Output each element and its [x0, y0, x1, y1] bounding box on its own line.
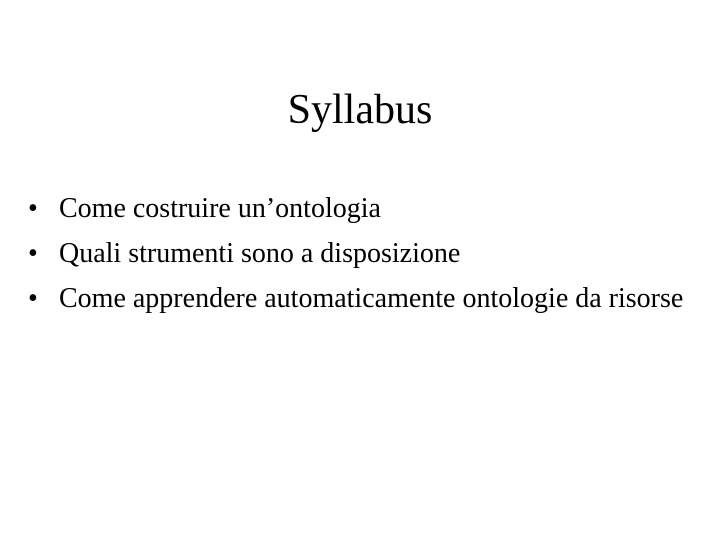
bullet-text: Come apprendere automaticamente ontologie da risorse	[59, 283, 684, 314]
slide-title: Syllabus	[287, 87, 433, 133]
bullet-icon: •	[28, 193, 38, 224]
bullet-icon: •	[28, 283, 38, 314]
list-item	[28, 283, 698, 315]
bullet-icon: •	[28, 238, 38, 269]
list-item	[28, 238, 698, 270]
bullet-text: Quali strumenti sono a disposizione	[59, 238, 461, 269]
bullet-text: Come costruire un’ontologia	[59, 193, 381, 224]
bullet-list	[28, 193, 698, 328]
list-item	[28, 193, 698, 225]
